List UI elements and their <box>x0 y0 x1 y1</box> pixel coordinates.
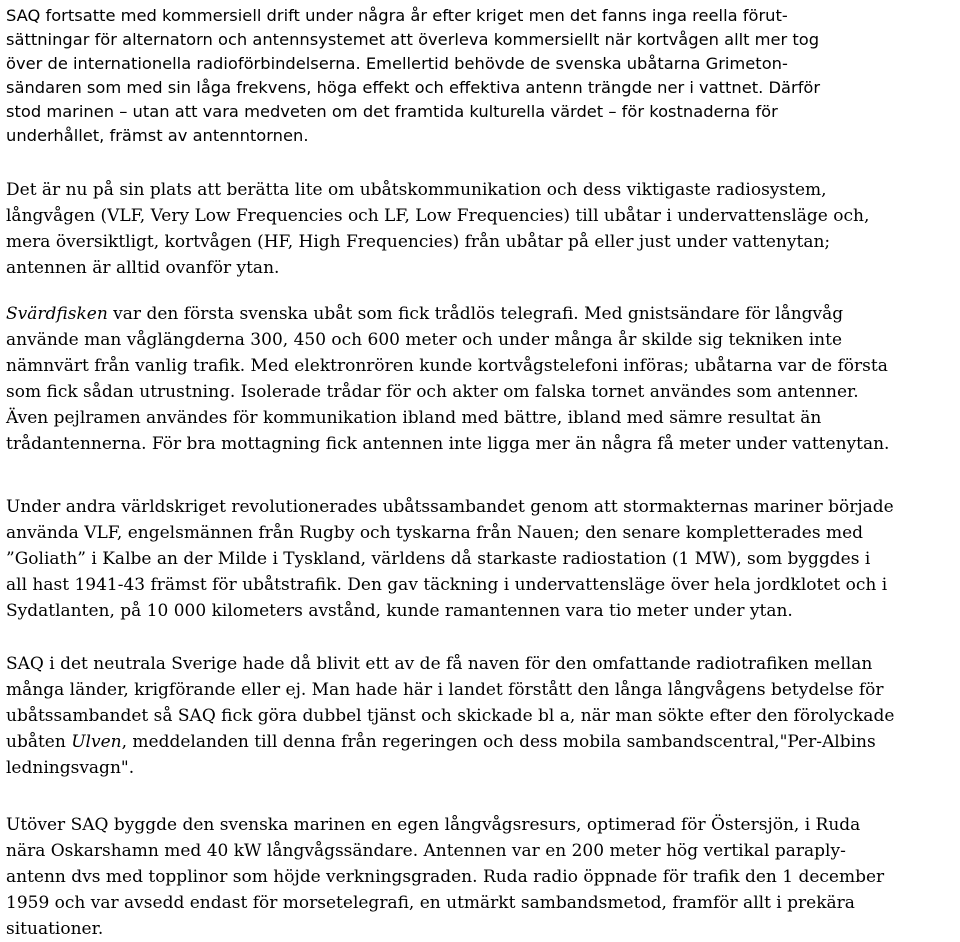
paragraph-svardfisken <box>6 301 950 457</box>
paragraph-ruda-radio <box>6 812 950 942</box>
ship-name-svardfisken: Svärdfisken <box>6 304 108 324</box>
text-line: många länder, krigförande eller ej. Man hade här i landet förstått den långa långvågens betydelse för <box>6 680 884 700</box>
text-line: Under andra världskriget revolutionerades ubåtssambandet genom att stormakternas mariner började <box>6 497 894 517</box>
text-line: över de internationella radioförbindelserna. Emellertid behövde de svenska ubåtarna Grimeton- <box>6 54 788 73</box>
text-line: SAQ fortsatte med kommersiell drift under några år efter kriget men det fanns inga reella förut- <box>6 6 788 25</box>
text-line: sättningar för alternatorn och antennsystemet att överleva kommersiellt när kortvågen allt mer tog <box>6 30 820 49</box>
text-line: all hast 1941-43 främst för ubåtstrafik. Den gav täckning i undervattensläge över hela jordklotet och i <box>6 575 888 595</box>
text-span: ubåten <box>6 732 72 752</box>
text-line: ledningsvagn". <box>6 758 135 778</box>
text-span: , meddelanden till denna från regeringen och dess mobila sambandscentral,"Per-Albins <box>121 732 876 752</box>
text-line <box>6 301 950 327</box>
text-line: använde man våglängderna 300, 450 och 600 meter och under många år skilde sig tekniken inte <box>6 330 843 350</box>
text-span: var den första svenska ubåt som fick trådlös telegrafi. Med gnistsändare för långvåg <box>107 304 844 324</box>
paragraph-saq-neutral-sweden <box>6 651 950 781</box>
text-line: ubåtssambandet så SAQ fick göra dubbel tjänst och skickade bl a, när man sökte efter den förolyckade <box>6 706 895 726</box>
text-line: nära Oskarshamn med 40 kW långvågssändare. Antennen var en 200 meter hög vertikal paraply- <box>6 841 846 861</box>
text-line: stod marinen – utan att vara medveten om det framtida kulturella värdet – för kostnaderna för <box>6 102 778 121</box>
paragraph-world-war-vlf <box>6 494 950 624</box>
text-line: Även pejlramen användes för kommunikation ibland med bättre, ibland med sämre resultat än <box>6 408 822 428</box>
text-line: Det är nu på sin plats att berätta lite om ubåtskommunikation och dess viktigaste radiosystem, <box>6 180 827 200</box>
text-line: antenn dvs med topplinor som höjde verkningsgraden. Ruda radio öppnade för trafik den 1 december <box>6 867 885 887</box>
ship-name-ulven: Ulven <box>71 732 122 752</box>
text-line: nämnvärt från vanlig trafik. Med elektronrören kunde kortvågstelefoni införas; ubåtarna var de första <box>6 356 888 376</box>
text-line: långvågen (VLF, Very Low Frequencies och LF, Low Frequencies) till ubåtar i undervattensläge och, <box>6 206 870 226</box>
text-line <box>6 729 950 755</box>
text-line: använda VLF, engelsmännen från Rugby och tyskarna från Nauen; den senare kompletterades med <box>6 523 864 543</box>
text-line: sändaren som med sin låga frekvens, höga effekt och effektiva antenn trängde ner i vattnet. Därför <box>6 78 821 97</box>
paragraph-saq-commercial <box>6 4 950 148</box>
text-line: trådantennerna. För bra mottagning fick antennen inte ligga mer än några få meter under vattenytan. <box>6 434 890 454</box>
text-line: situationer. <box>6 919 104 939</box>
text-line: mera översiktligt, kortvågen (HF, High Frequencies) från ubåtar på eller just under vattenytan; <box>6 232 831 252</box>
text-line: Sydatlanten, på 10 000 kilometers avstånd, kunde ramantennen vara tio meter under ytan. <box>6 601 793 621</box>
text-line: antennen är alltid ovanför ytan. <box>6 258 280 278</box>
paragraph-submarine-communication <box>6 177 950 281</box>
text-line: som fick sådan utrustning. Isolerade trådar för och akter om falska tornet användes som antenner. <box>6 382 859 402</box>
text-line: 1959 och var avsedd endast för morsetelegrafi, en utmärkt sambandsmetod, framför allt i prekära <box>6 893 855 913</box>
text-line: SAQ i det neutrala Sverige hade då blivit ett av de få naven för den omfattande radiotrafiken mellan <box>6 654 873 674</box>
text-line: underhållet, främst av antenntornen. <box>6 126 309 145</box>
text-line: Utöver SAQ byggde den svenska marinen en egen långvågsresurs, optimerad för Östersjön, i Ruda <box>6 815 861 835</box>
text-line: ”Goliath” i Kalbe an der Milde i Tyskland, världens då starkaste radiostation (1 MW), som byggdes i <box>6 549 871 569</box>
